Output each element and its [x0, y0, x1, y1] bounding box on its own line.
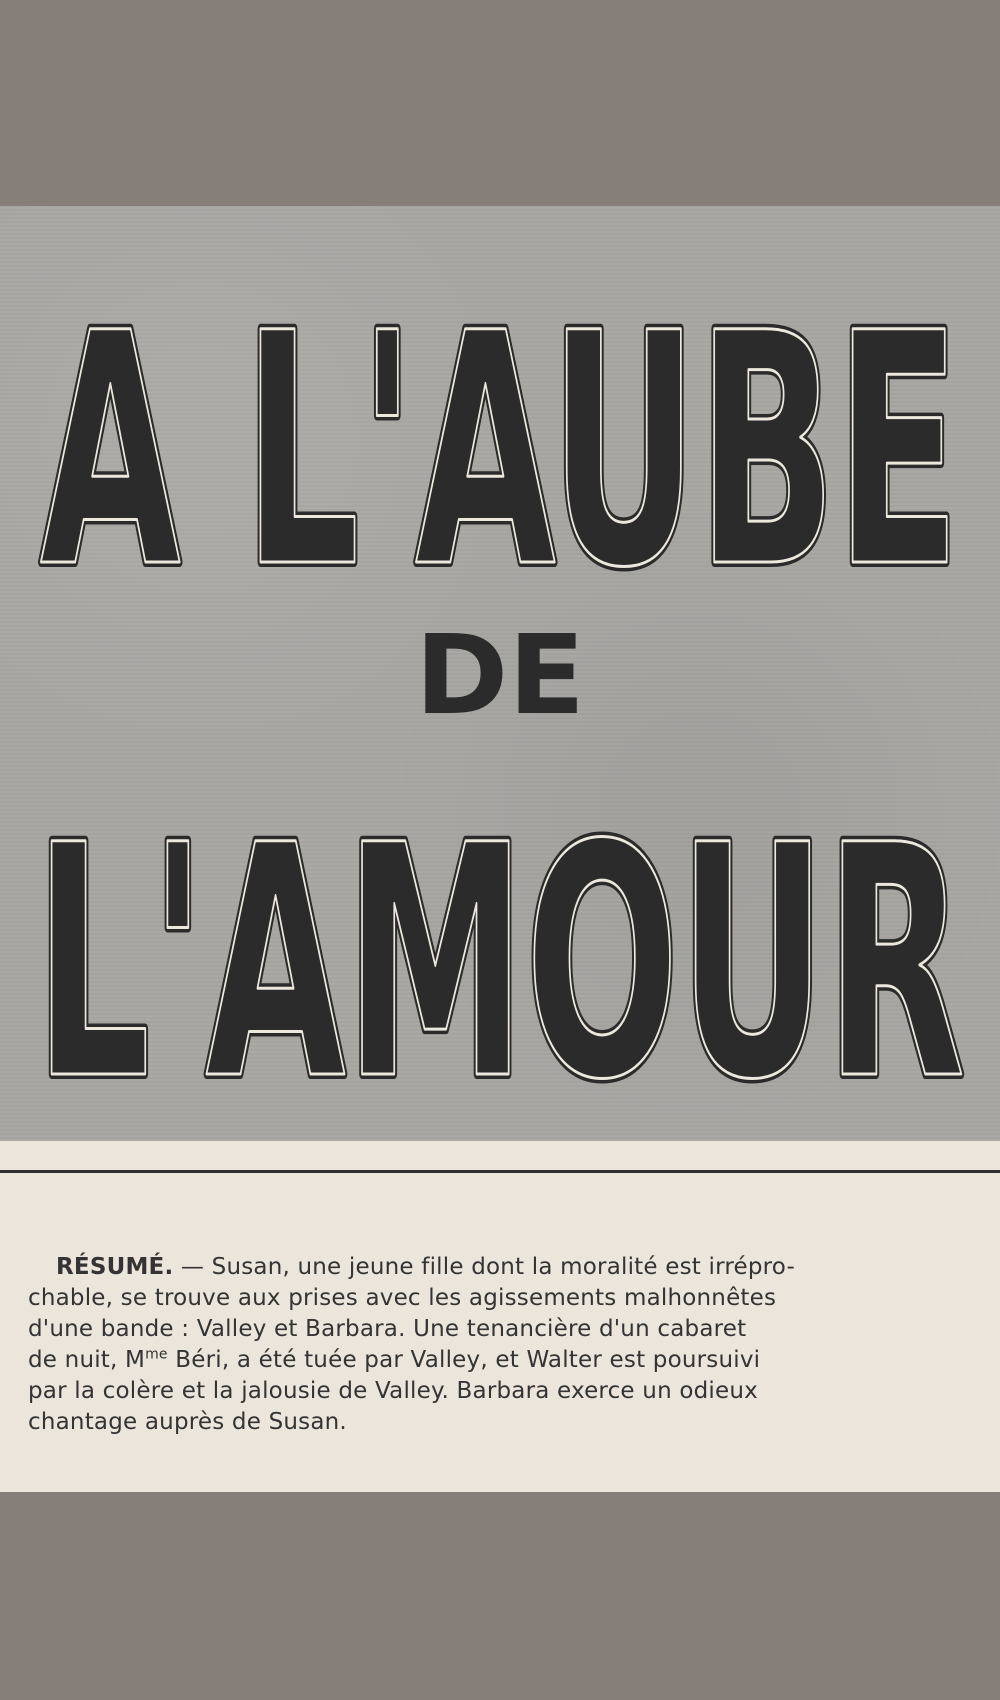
- summary-line-5: par la colère et la jalousie de Valley. Barbara exerce un odieux: [28, 1378, 758, 1404]
- headline-title: [0, 206, 1000, 1150]
- scanned-page: [0, 206, 1000, 1492]
- summary-line-4-part-1: de nuit, M: [28, 1347, 146, 1373]
- summary-text: [28, 1252, 968, 1438]
- summary-line-4: [28, 1345, 968, 1376]
- summary-separator: —: [173, 1254, 212, 1280]
- headline-line-2: DE: [415, 611, 585, 739]
- summary-heading: RÉSUMÉ.: [56, 1254, 174, 1280]
- section-divider: [0, 1170, 1000, 1173]
- summary-line-1: [28, 1252, 968, 1283]
- headline-line-3-inline: L'AMOUR: [35, 778, 965, 1150]
- summary-line-4-part-2: Béri, a été tuée par Valley, et Walter est poursuivi: [167, 1347, 761, 1373]
- summary-line-4-superscript: me: [145, 1346, 168, 1363]
- headline-line-1: A L'AUBE: [40, 266, 960, 638]
- summary-line-2: chable, se trouve aux prises avec les agissements malhonnêtes: [28, 1285, 777, 1311]
- summary-line-6: chantage auprès de Susan.: [28, 1409, 347, 1435]
- summary-line-3: d'une bande : Valley et Barbara. Une tenancière d'un cabaret: [28, 1316, 747, 1342]
- headline-line-3: L'AMOUR: [35, 778, 965, 1150]
- summary-line-1-text: Susan, une jeune fille dont la moralité est irrépro-: [211, 1254, 796, 1280]
- headline-line-1-inline: A L'AUBE: [40, 266, 960, 638]
- headline-panel: [0, 206, 1000, 1150]
